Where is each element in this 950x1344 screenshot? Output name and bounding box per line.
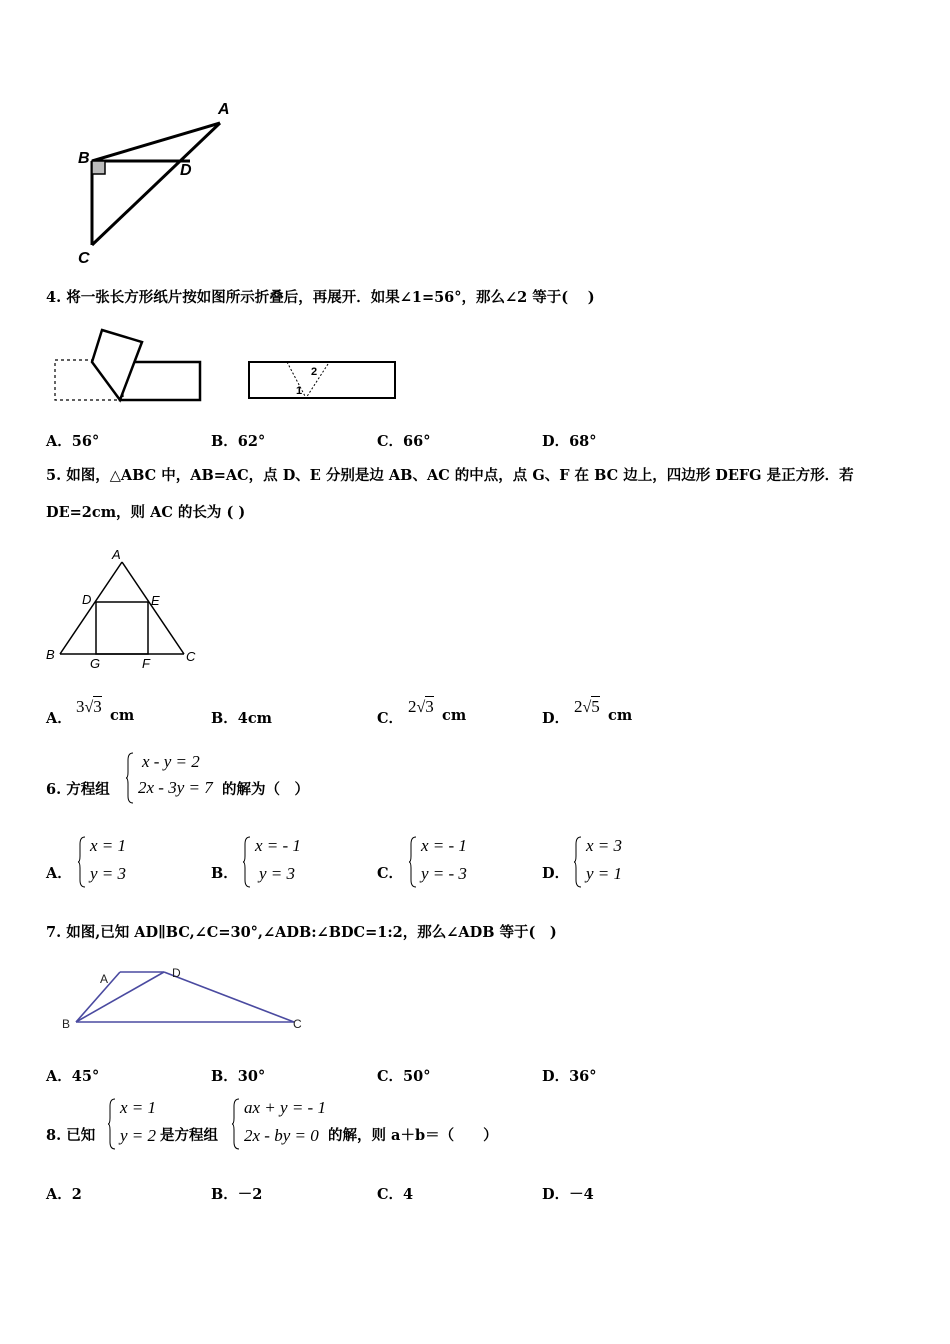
question-number: 5. [46, 467, 62, 484]
label-D: D [172, 966, 181, 980]
option-value: 50° [403, 1068, 431, 1085]
option-value: －2 [237, 1186, 263, 1203]
option-C[interactable] [377, 1183, 413, 1204]
option-C[interactable] [377, 430, 430, 451]
label-A: A [112, 547, 121, 562]
equation-line: 2x - by = 0 [244, 1126, 319, 1145]
option-C-system [409, 836, 489, 888]
equation-line: y = 2 [120, 1126, 157, 1145]
label-B: B [62, 1017, 71, 1031]
question-number: 6. [46, 781, 62, 798]
unit: cm [608, 707, 633, 724]
angle-2-label: 2 [311, 366, 318, 378]
option-A[interactable] [46, 430, 99, 451]
angle-1-label: 1 [296, 385, 303, 397]
option-B[interactable] [211, 430, 265, 451]
question-number: 8. [46, 1127, 62, 1144]
equation-system [232, 1098, 332, 1150]
question-8-number [46, 1124, 95, 1145]
option-C[interactable] [377, 707, 403, 728]
question-text: 的解，则 a＋b＝（ ） [328, 1127, 498, 1144]
option-letter: C． [377, 865, 404, 882]
question-4-stem [46, 286, 595, 307]
option-D[interactable] [542, 430, 597, 451]
option-letter: C． [377, 1186, 404, 1203]
unit: cm [442, 707, 467, 724]
left-brace-icon [108, 1098, 116, 1150]
figure-q3-triangle [70, 95, 250, 275]
question-text: 将一张长方形纸片按如图所示折叠后，再展开．如果∠1=56°，那么∠2 等于( ) [66, 289, 595, 306]
label-E: E [151, 593, 160, 608]
radicand: 3 [425, 697, 434, 716]
radical-D [574, 697, 600, 717]
option-letter: A． [46, 710, 72, 727]
option-C[interactable] [377, 862, 403, 883]
option-value: 56° [71, 433, 100, 450]
option-letter: C． [377, 1068, 404, 1085]
option-letter: B． [211, 1068, 238, 1085]
label-C: C [78, 250, 90, 267]
sqrt-symbol: √ [582, 699, 592, 716]
option-letter: C． [377, 433, 404, 450]
label-A: A [218, 101, 230, 118]
label-G: G [90, 656, 101, 671]
option-A[interactable] [46, 707, 72, 728]
equation-line: y = 3 [90, 864, 127, 883]
equation-system [126, 752, 226, 804]
label-D: D [180, 162, 192, 179]
option-B-system [243, 836, 323, 888]
option-letter: D． [542, 433, 570, 450]
coefficient: 3 [76, 697, 85, 716]
coefficient: 2 [574, 697, 583, 716]
figure-q4-folded-paper [50, 322, 410, 407]
option-B[interactable] [211, 862, 238, 883]
equation-line: y = 3 [259, 864, 296, 883]
option-letter: D． [542, 710, 570, 727]
option-letter: B． [211, 433, 238, 450]
label-C: C [293, 1017, 302, 1031]
option-D[interactable] [542, 1065, 597, 1086]
question-text: 的解为（ ） [222, 781, 309, 798]
equation-line: x - y = 2 [142, 752, 200, 771]
left-brace-icon [243, 836, 251, 888]
question-text: 如图,已知 AD∥BC,∠C=30°,∠ADB:∠BDC=1:2，那么∠ADB 等于( ) [66, 924, 557, 941]
option-value: 4cm [237, 710, 273, 727]
equation-line: x = 1 [90, 836, 127, 855]
option-letter: B． [211, 710, 238, 727]
left-brace-icon [78, 836, 86, 888]
option-letter: C． [377, 710, 404, 727]
label-B: B [78, 150, 90, 167]
option-value: 36° [569, 1068, 597, 1085]
option-B[interactable] [211, 1065, 265, 1086]
equation-line: 2x - 3y = 7 [138, 778, 213, 797]
label-D: D [82, 592, 92, 607]
figure-q7-trapezoid [58, 958, 318, 1038]
question-text: 是方程组 [160, 1127, 218, 1144]
option-A[interactable] [46, 862, 72, 883]
unit: cm [110, 707, 135, 724]
radicand: 3 [93, 697, 102, 716]
label-A: A [100, 972, 109, 986]
question-text: 如图，△ABC 中，AB=AC，点 D、E 分别是边 AB、AC 的中点，点 G、F 在 BC 边上，四边形 DEFG 是正方形．若 [66, 467, 854, 484]
coefficient: 2 [408, 697, 417, 716]
option-letter: B． [211, 1186, 238, 1203]
option-C[interactable] [377, 1065, 430, 1086]
option-value: －4 [569, 1186, 594, 1203]
option-A-system [78, 836, 148, 888]
option-D-system [574, 836, 644, 888]
left-brace-icon [232, 1098, 240, 1150]
option-D[interactable] [542, 862, 569, 883]
equation-line: x = - 1 [421, 836, 467, 855]
equation-line: x = 3 [586, 836, 623, 855]
option-letter: A． [46, 1068, 72, 1085]
question-text: DE=2cm，则 AC 的长为 ( ) [46, 504, 246, 521]
label-C: C [186, 649, 196, 664]
option-value: 66° [403, 433, 431, 450]
option-A[interactable] [46, 1065, 99, 1086]
equation-line: ax + y = - 1 [244, 1098, 326, 1117]
option-B[interactable] [211, 707, 272, 728]
question-7-stem [46, 921, 557, 942]
question-5-stem-line2 [46, 501, 245, 522]
option-letter: D． [542, 1068, 570, 1085]
sqrt-symbol: √ [84, 699, 94, 716]
option-value: 30° [237, 1068, 266, 1085]
question-number: 7. [46, 924, 62, 941]
option-D[interactable] [542, 1183, 594, 1204]
equation-line: y = 1 [586, 864, 623, 883]
radicand: 5 [591, 697, 600, 716]
question-text: 已知 [66, 1127, 96, 1144]
figure-q5-triangle-square [42, 544, 212, 674]
option-value: 45° [71, 1068, 100, 1085]
sqrt-symbol: √ [416, 699, 426, 716]
left-brace-icon [126, 752, 134, 804]
equation-line: x = - 1 [255, 836, 301, 855]
label-F: F [142, 656, 150, 671]
option-letter: A． [46, 1186, 72, 1203]
option-letter: B． [211, 865, 238, 882]
option-value: 62° [237, 433, 266, 450]
option-letter: A． [46, 433, 72, 450]
option-value: 68° [569, 433, 597, 450]
radical-A [76, 697, 102, 717]
left-brace-icon [574, 836, 582, 888]
equation-line: y = - 3 [421, 864, 467, 883]
option-value: 2 [71, 1186, 82, 1203]
equation-line: x = 1 [120, 1098, 157, 1117]
solution-system [108, 1098, 168, 1150]
option-B[interactable] [211, 1183, 262, 1204]
option-letter: A． [46, 865, 72, 882]
question-6-number [46, 778, 110, 799]
question-5-stem [46, 464, 854, 485]
question-text: 方程组 [66, 781, 110, 798]
option-value: 4 [403, 1186, 414, 1203]
radical-C [408, 697, 434, 717]
question-number: 4. [46, 289, 62, 306]
option-D[interactable] [542, 707, 569, 728]
label-B: B [46, 647, 55, 662]
option-A[interactable] [46, 1183, 82, 1204]
left-brace-icon [409, 836, 417, 888]
option-letter: D． [542, 1186, 570, 1203]
option-letter: D． [542, 865, 570, 882]
